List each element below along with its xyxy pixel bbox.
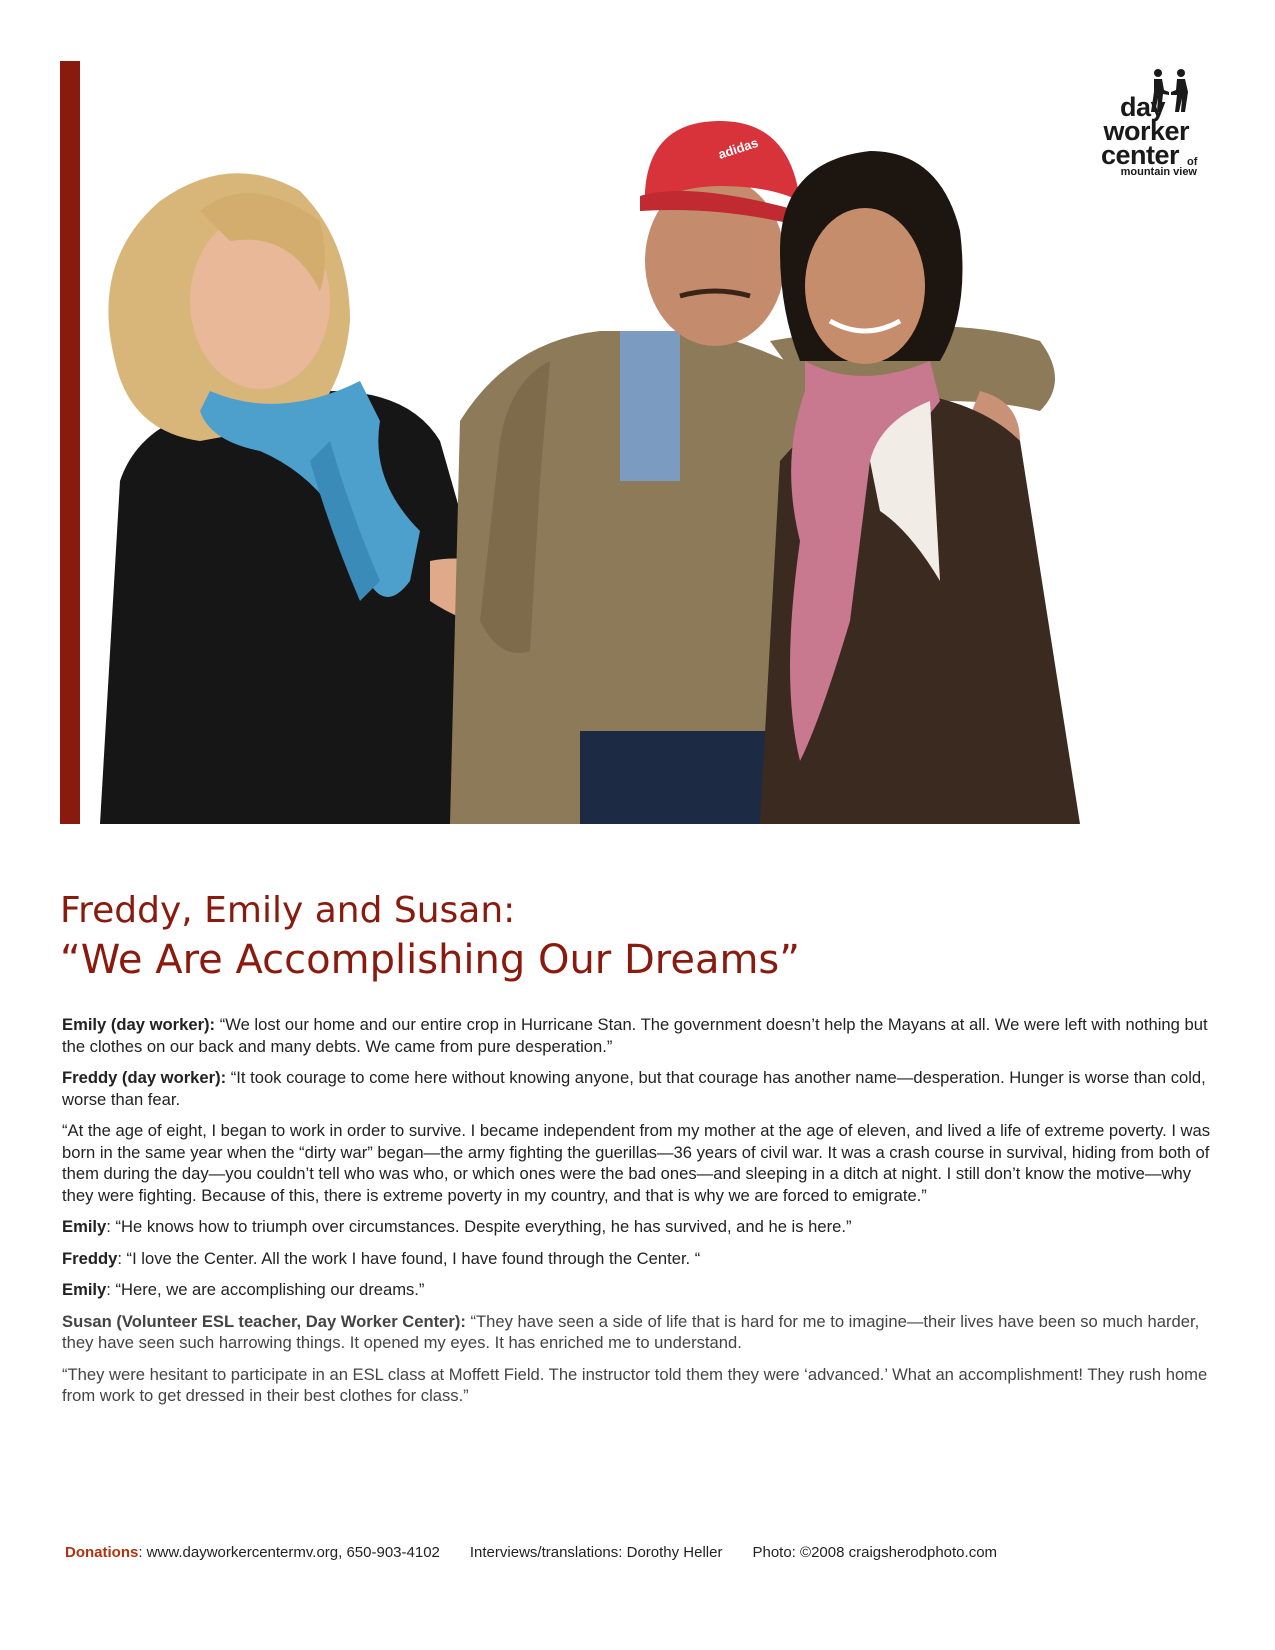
speaker-label: Emily (day worker):	[62, 1015, 216, 1034]
paragraph-text: “We lost our home and our entire crop in Hurricane Stan. The government doesn’t help the Mayans at all. We were left with nothing but the clothes on our back and many debts. We came from pure desperation.”	[62, 1015, 1208, 1056]
speaker-label: Emily	[62, 1217, 107, 1236]
donations-label: Donations	[65, 1544, 139, 1561]
paragraph-text: “At the age of eight, I began to work in order to survive. I became independent from my mother at the age of eleven, and lived a life of extreme poverty. I was born in the same year when the “dirty war” began—the army fighting the guerillas—36 years of civil war. It was a crash course in survival, hiding from both of them during the day—you couldn’t tell who was who, or which ones were the bad ones—and sleeping in a ditch at night. I still don’t know the motive—why they were fighting. Because of this, there is extreme poverty in my country, and that is why we are forced to emigrate.”	[62, 1121, 1211, 1205]
interviews-credit: Interviews/translations: Dorothy Heller	[469, 1544, 723, 1561]
paragraph-freddy-2	[62, 1120, 1212, 1206]
accent-bar	[60, 61, 80, 824]
page-title	[60, 888, 1210, 986]
logo-line-worker: worker	[1103, 116, 1189, 146]
title-names: Freddy, Emily and Susan:	[60, 890, 516, 931]
paragraph-text: “They have seen a side of life that is hard for me to imagine—their lives have been so much harder, they have seen such harrowing things. It opened my eyes. It has enriched me to understand.	[62, 1311, 1200, 1352]
title-quote: “We Are Accomplishing Our Dreams”	[60, 937, 800, 983]
paragraph-text: “It took courage to come here without knowing anyone, but that courage has another name—desperation. Hunger is worse than cold, worse than fear.	[62, 1068, 1206, 1109]
logo-line-center: center	[1100, 140, 1179, 170]
donations-info[interactable]: : www.dayworkercentermv.org, 650-903-4102	[138, 1544, 440, 1561]
paragraph-emily-3	[62, 1279, 1212, 1301]
speaker-label: Freddy	[62, 1248, 118, 1268]
paragraph-susan-2	[62, 1364, 1212, 1407]
cap-logo-text: adidas	[716, 134, 761, 162]
logo-of: of	[1187, 156, 1198, 168]
photo-credit: Photo: ©2008 craigsherodphoto.com	[752, 1544, 998, 1561]
logo-line-day: day	[1119, 92, 1165, 122]
speaker-label: Emily	[62, 1280, 107, 1299]
paragraph-emily-2	[62, 1216, 1212, 1238]
paragraph-freddy-3	[62, 1248, 1212, 1270]
paragraph-text: : “Here, we are accomplishing our dreams.”	[106, 1280, 425, 1299]
paragraph-text: : “I love the Center. All the work I have found, I have found through the Center. “	[117, 1248, 701, 1268]
paragraph-text: “They were hesitant to participate in an ESL class at Moffett Field. The instructor told them they were ‘advanced.’ What an accomplishment! They rush home from work to get dressed in their best clothes for class.”	[62, 1364, 1208, 1405]
woman-right-figure	[760, 151, 1080, 824]
people-photo-illustration	[80, 61, 1190, 824]
logo	[1055, 68, 1205, 180]
paragraph-emily-1	[62, 1014, 1212, 1057]
paragraph-freddy-1	[62, 1067, 1212, 1110]
speaker-label: Freddy (day worker):	[62, 1068, 227, 1087]
logo-mountain-view: mountain view	[1120, 166, 1197, 178]
speaker-label: Susan (Volunteer ESL teacher, Day Worker Center):	[62, 1311, 466, 1331]
hero-photo	[80, 61, 1190, 824]
paragraph-susan-1	[62, 1311, 1212, 1354]
footer	[65, 1544, 997, 1561]
paragraph-text: : “He knows how to triumph over circumstances. Despite everything, he has survived, and he is here.”	[106, 1217, 852, 1236]
interview-body	[62, 1014, 1212, 1417]
